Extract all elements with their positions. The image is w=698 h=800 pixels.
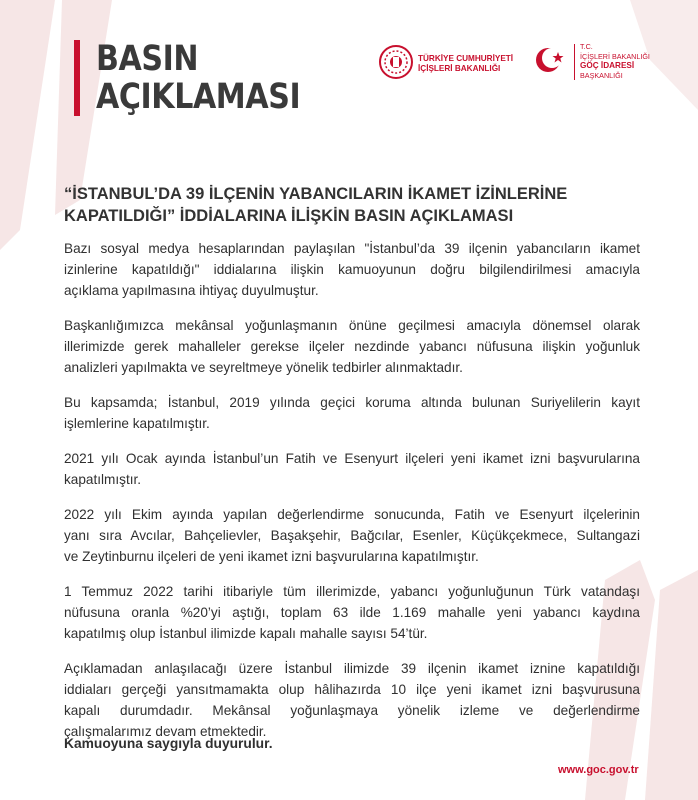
ministry-emblem-icon (378, 44, 414, 80)
migration-line2: İÇİŞLERİ BAKANLIĞI (580, 51, 650, 61)
paragraph (64, 392, 640, 434)
paragraph-line: iddiaları gerçeği yansıtmamakta olup hâlihazırda 10 ilçe yeni ikamet izni başvurusuna (64, 682, 640, 697)
paragraph-line: 1 Temmuz 2022 tarihi itibariyle tüm illerimizde, yabancı yoğunluğunun Türk vatandaşı (64, 584, 640, 599)
paragraph-line: Bu kapsamda; İstanbul, 2019 yılında geçici koruma altında bulunan Suriyelilerin kayıt (64, 395, 640, 410)
paragraph-line: yanı sıra Avcılar, Bahçelievler, Başakşehir, Bağcılar, Esenler, Küçükçekmece, Sultangazi (64, 528, 640, 543)
paragraph-line: analizleri yapılmakta ve seyreltmeye yönelik tedbirler alınmaktadır. (64, 360, 463, 375)
ministry-line1: TÜRKİYE CUMHURİYETİ (418, 54, 514, 63)
paragraph (64, 504, 640, 567)
document-title-line1: “İSTANBUL’DA 39 İLÇENİN YABANCILARIN İKAMET İZİNLERİNE (64, 185, 568, 203)
paragraph (64, 448, 640, 490)
paragraph-line: illerimizde gerek mahalleler gerekse ilçeler nezdinde yabancı nüfusuna ilişkin yoğunluk (64, 339, 640, 354)
paragraph (64, 238, 640, 301)
paragraph (64, 315, 640, 378)
document-title-line2: KAPATILDIĞI” İDDİALARINA İLİŞKİN BASIN AÇIKLAMASI (64, 207, 514, 225)
paragraph-line: işlemlerine kapatılmıştır. (64, 416, 210, 431)
paragraph-line: Açıklamadan anlaşılacağı üzere İstanbul ilimizde 39 ilçenin ikamet iznine kapatıldığı (64, 661, 640, 676)
paragraph-line: kapatılmış olup İstanbul ilimizde kapalı mahalle sayısı 54’tür. (64, 626, 428, 641)
migration-line3: GÖÇ İDARESİ (580, 61, 635, 70)
closing-statement: Kamuoyuna saygıyla duyurulur. (64, 736, 273, 751)
ministry-line2: İÇİŞLERİ BAKANLIĞI (418, 64, 501, 73)
paragraph (64, 581, 640, 644)
page-title-line2: AÇIKLAMASI (96, 77, 301, 117)
page-title (96, 40, 300, 116)
migration-directorate-logo[interactable] (530, 40, 650, 86)
paragraph-line: açıklama yapılmasına ihtiyaç duyulmuştur. (64, 283, 319, 298)
document-title (64, 183, 644, 227)
paragraph-line: çalışmalarımız devam etmektedir. (64, 724, 267, 739)
website-link[interactable]: www.goc.gov.tr (558, 764, 639, 776)
logo-divider (574, 44, 575, 80)
paragraph-line: 2022 yılı Ekim ayında yapılan değerlendirme sonucunda, Fatih ve Esenyurt ilçelerinin (64, 507, 640, 522)
paragraph (64, 658, 640, 742)
paragraph-line: kapalı durumdadır. Mekânsal yoğunlaşmaya yönelik izleme ve değerlendirme (64, 703, 640, 718)
ministry-logo[interactable] (378, 44, 518, 84)
paragraph-line: nüfusuna oranla %20’yi aştığı, toplam 63 ilde 1.169 mahalle yeni yabancı kaydına (64, 605, 640, 620)
crescent-star-icon (530, 42, 570, 82)
statement-body (64, 238, 640, 756)
page-title-line1: BASIN (96, 39, 199, 79)
paragraph-line: Başkanlığımızca mekânsal yoğunlaşmanın önüne geçilmesi amacıyla dönemsel olarak (64, 318, 640, 333)
paragraph-line: 2021 yılı Ocak ayında İstanbul’un Fatih ve Esenyurt ilçeleri yeni ikamet izni başvurularına (64, 451, 640, 466)
paragraph-line: Bazı sosyal medya hesaplarından paylaşılan "İstanbul’da 39 ilçenin yabancıların ikamet (64, 241, 640, 256)
paragraph-line: izinlerine kapatıldığı" iddialarına ilişkin kamuoyunun doğru bilgilendirilmesi amacıyla (64, 262, 640, 277)
migration-line1: T.C. (580, 42, 593, 51)
migration-line4: BAŞKANLIĞI (580, 70, 623, 80)
header-accent-bar (74, 40, 80, 116)
paragraph-line: ve Zeytinburnu ilçeleri de yeni ikamet izni başvurularına kapatılmıştır. (64, 549, 479, 564)
paragraph-line: kapatılmıştır. (64, 472, 142, 487)
